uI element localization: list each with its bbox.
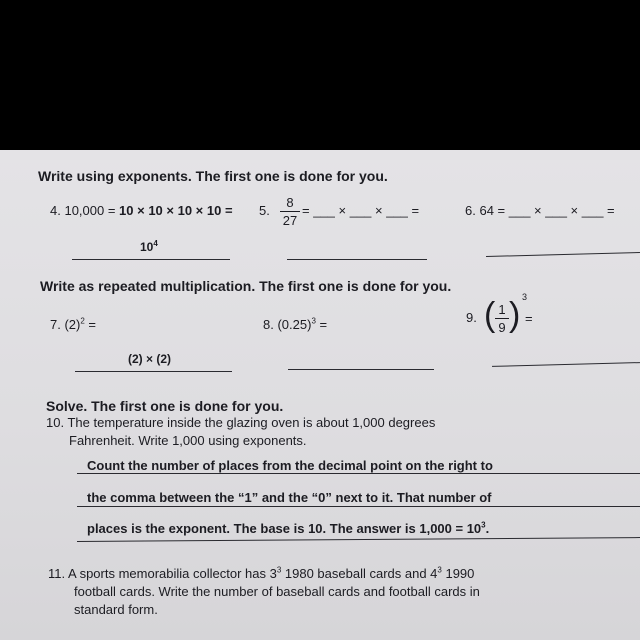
question-number: 9. [466, 310, 477, 325]
question-6-blanks: 64 = ___ × ___ × ___ = [479, 203, 615, 218]
left-parenthesis: ( [484, 296, 496, 334]
question-7-answer: (2) × (2) [128, 352, 172, 366]
question-10-line-2: Fahrenheit. Write 1,000 using exponents. [69, 433, 307, 448]
exponent: 3 [481, 520, 486, 530]
right-parenthesis: ) [509, 296, 521, 334]
exponent: 4 [153, 239, 158, 248]
exponent: 2 [80, 316, 85, 326]
fraction-denominator: 9 [498, 320, 506, 335]
question-10-answer-line-1: Count the number of places from the decimal point on the right to [87, 458, 493, 473]
section-heading-repeated-multiplication: Write as repeated multiplication. The first one is done for you. [40, 278, 452, 294]
question-4-expression: 10 × 10 × 10 × 10 = [119, 203, 233, 218]
exponent: 3 [311, 316, 316, 326]
question-number: 7. [50, 317, 61, 332]
answer-line-10b [77, 506, 640, 507]
fraction-denominator: 27 [282, 213, 298, 228]
question-9-equals: = [525, 311, 533, 326]
question-10-line-1: 10. The temperature inside the glazing oven is about 1,000 degrees [46, 415, 436, 430]
question-7: 7. $(2)^2$ = [50, 316, 97, 332]
question-number: 10. [46, 415, 65, 430]
exponent: 3 [276, 565, 282, 575]
answer-line-5 [287, 259, 427, 260]
exponent: 3 [522, 292, 528, 302]
fraction-bar [280, 211, 300, 212]
answer-line-7 [75, 371, 232, 372]
question-4-answer: $10^4$ [140, 239, 158, 254]
question-5-blanks: = ___ × ___ × ___ = [302, 203, 420, 218]
fraction-numerator: 8 [286, 195, 294, 210]
question-4-prefix: 10,000 = [64, 203, 120, 218]
question-number: 11. [48, 566, 66, 581]
answer-line-4 [72, 259, 230, 260]
question-4 [50, 203, 233, 218]
question-10-answer-line-2: the comma between the “1” and the “0” next to it. That number of [87, 490, 492, 505]
question-8: 8. $(0.25)^3$ = [263, 316, 328, 332]
answer-line-10a [77, 473, 640, 474]
section-heading-solve: Solve. The first one is done for you. [46, 398, 284, 414]
answer-line-8 [288, 369, 434, 370]
question-11-line-3: standard form. [74, 602, 158, 617]
question-11-line-2: football cards. Write the number of baseball cards and football cards in [74, 584, 480, 599]
question-11-line-1: 11. A sports memorabilia collector has $3^3$ 1980 baseball cards and $4^3$ 1990 [48, 565, 475, 581]
question-10-answer-line-3: places is the exponent. The base is 10. The answer is $1,000 = 10^3$. [87, 520, 490, 536]
question-number: 5. [259, 203, 270, 218]
exponent: 3 [437, 565, 442, 575]
fraction-numerator: 1 [498, 302, 506, 317]
section-heading-exponents: Write using exponents. The first one is done for you. [38, 168, 388, 184]
question-6 [465, 203, 615, 218]
question-9-fraction [495, 302, 509, 335]
question-5-fraction [280, 195, 300, 228]
question-number: 8. [263, 317, 274, 332]
question-number: 6. [465, 203, 476, 218]
question-number: 4. [50, 203, 61, 218]
fraction-bar [495, 318, 509, 319]
